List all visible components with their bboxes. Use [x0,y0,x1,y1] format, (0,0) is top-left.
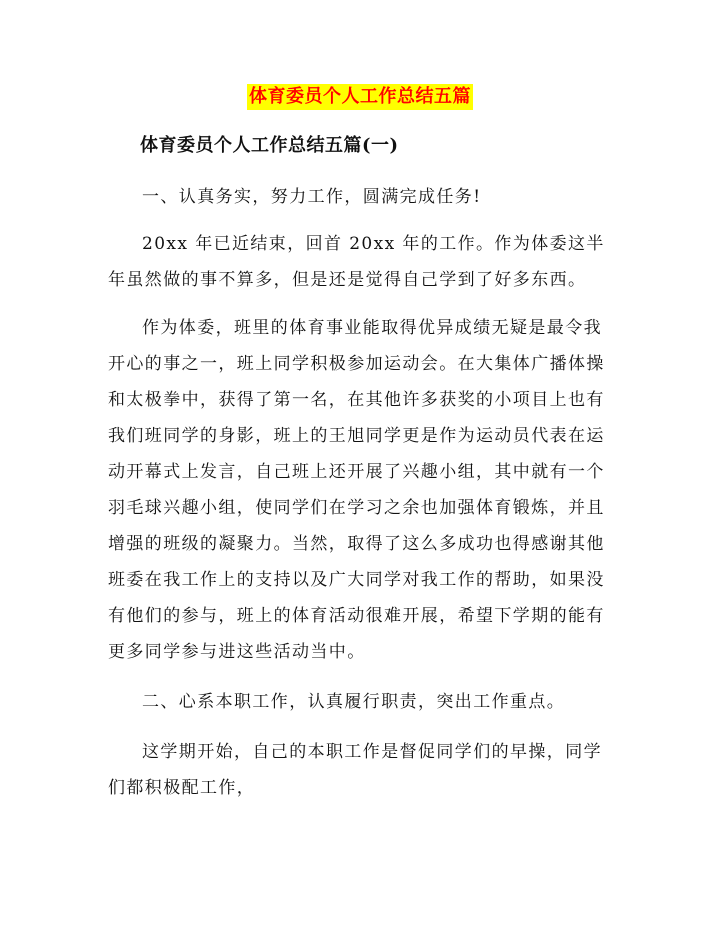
paragraph-5: 这学期开始，自己的本职工作是督促同学们的早操，同学们都积极配工作， [108,742,602,798]
section-heading: 体育委员个人工作总结五篇(一) [140,135,399,156]
paragraph-2: 20xx 年已近结束，回首 20xx 年的工作。作为体委这半年虽然做的事不算多，但是还是觉得自己学到了好多东西。 [108,234,605,290]
document-title: 体育委员个人工作总结五篇 [247,84,473,110]
paragraph-3: 作为体委，班里的体育事业能取得优异成绩无疑是最令我开心的事之一，班上同学积极参加运动会。在大集体广播体操和太极拳中，获得了第一名，在其他许多获奖的小项目上也有我们班同学的身影，班上的王旭同学更是作为运动员代表在运动开幕式上发言，自己班上还开展了兴趣小组，其中就有一个羽毛球兴趣小组，使同学们在学习之余也加强体育锻炼，并且增强的班级的凝聚力。当然，取得了这么多成功也得感谢其他班委在我工作上的支持以及广大同学对我工作的帮助，如果没有他们的参与，班上的体育活动很难开展，希望下学期的能有更多同学参与进这些活动当中。 [108,318,605,662]
paragraph-1: 一、认真务实，努力工作，圆满完成任务! [142,187,482,207]
title-container [0,84,720,110]
paragraph-4: 二、心系本职工作，认真履行职责，突出工作重点。 [142,692,566,712]
